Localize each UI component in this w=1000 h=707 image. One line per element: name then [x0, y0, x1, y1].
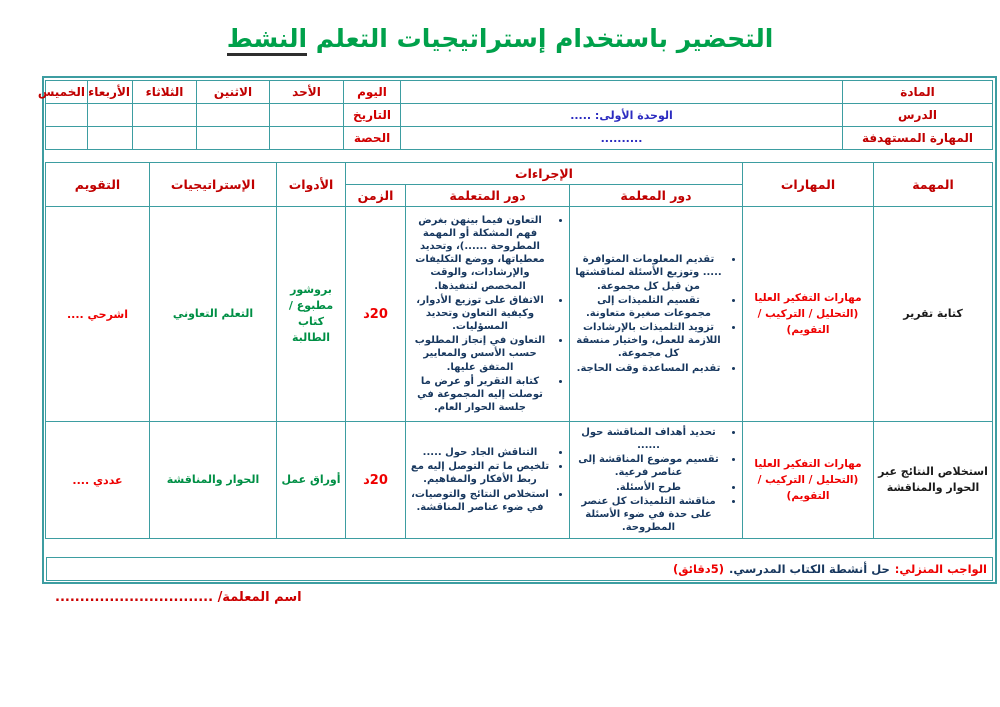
teacher-name-dots: ................................ — [55, 590, 214, 605]
day-thursday-cell2 — [46, 127, 88, 150]
col-header-skills: المهارات — [743, 163, 874, 207]
main-header-row — [46, 163, 993, 185]
lesson-value: الوحدة الأولى: ..... — [401, 104, 843, 127]
learner-role-list — [408, 211, 567, 418]
bullet-item: • الاتفاق على توزيع الأدوار، وكيفية التعاون وتحديد المسؤليات. — [410, 294, 550, 334]
bullet-item: • تقسيم التلميذات إلى مجموعات صغيرة متعاونة. — [574, 294, 723, 320]
col-header-strategies: الإستراتيجيات — [150, 163, 277, 207]
day-monday-cell — [197, 104, 270, 127]
day-wednesday-cell2 — [88, 127, 133, 150]
day-thursday-cell — [46, 104, 88, 127]
teacher-name-label: اسم المعلمة/ — [217, 590, 302, 605]
target-skill-label: المهارة المستهدفة — [843, 127, 993, 150]
day-tuesday-cell — [133, 104, 197, 127]
homework-row — [46, 557, 993, 581]
table-row-report-writing — [46, 207, 993, 422]
teacher-role-list — [572, 250, 740, 378]
subject-label: المادة — [843, 81, 993, 104]
page-title — [0, 24, 1000, 53]
page-title-underlined: النشط — [227, 24, 307, 56]
day-sunday-cell — [270, 104, 344, 127]
teacher-role-list — [572, 423, 740, 538]
bullet-item: • تقديم المعلومات المتوافرة ..... وتوزيع الأسئلة لمناقشتها من قبل كل مجموعة. — [574, 253, 723, 293]
day-thursday: الخميس — [46, 81, 88, 104]
bullet-item: • التعاون فيما بينهن بغرض فهم المشكلة أو المهمة المطروحة ......)، وتحديد معطياتها، ووضع التكليفات والإرشادات، والوقت المخصص لتنفيذها. — [410, 214, 550, 293]
bullet-item: • كتابة التقرير أو عرض ما توصلت إليه المجموعة في جلسة الحوار العام. — [410, 375, 550, 415]
teacher-name-line — [55, 590, 302, 605]
day-wednesday-cell — [88, 104, 133, 127]
strategy-cell: التعلم التعاوني — [150, 207, 277, 422]
lesson-plan-table — [45, 162, 993, 539]
learner-role-cell — [406, 422, 570, 539]
subject-value — [401, 81, 843, 104]
homework-label: الواجب المنزلي: — [894, 562, 987, 576]
task-cell: كتابة تقرير — [874, 207, 993, 422]
col-header-teacher-role: دور المعلمة — [570, 185, 743, 207]
day-sunday-cell2 — [270, 127, 344, 150]
skills-cell: مهارات التفكير العليا (التحليل / التركيب / التقويم) — [743, 422, 874, 539]
homework-duration: (5دقائق) — [673, 562, 724, 576]
skills-cell: مهارات التفكير العليا (التحليل / التركيب / التقويم) — [743, 207, 874, 422]
info-table — [37, 80, 993, 150]
col-header-evaluation: التقويم — [46, 163, 150, 207]
bullet-item: • مناقشة التلميذات كل عنصر على حدة في ضوء الأسئلة المطروحة. — [574, 495, 723, 535]
day-tuesday: الثلاثاء — [133, 81, 197, 104]
bullet-item: • تقديم المساعدة وقت الحاجة. — [574, 362, 723, 375]
col-header-task: المهمة — [874, 163, 993, 207]
target-skill-value: .......... — [401, 127, 843, 150]
teacher-role-cell — [570, 422, 743, 539]
time-cell: 20د — [346, 422, 406, 539]
bullet-item: • التعاون في إنجاز المطلوب حسب الأسس والمعايير المتفق عليها. — [410, 334, 550, 374]
info-row-2 — [46, 104, 993, 127]
learner-role-list — [408, 443, 567, 517]
bullet-item: • التناقش الجاد حول ..... — [410, 446, 550, 459]
col-header-procedures: الإجراءات — [346, 163, 743, 185]
day-label: اليوم — [344, 81, 401, 104]
evaluation-cell: اشرحي .... — [46, 207, 150, 422]
teacher-role-cell — [570, 207, 743, 422]
info-row-3 — [46, 127, 993, 150]
col-header-learner-role: دور المتعلمة — [406, 185, 570, 207]
day-tuesday-cell2 — [133, 127, 197, 150]
day-monday-cell2 — [197, 127, 270, 150]
day-monday: الاثنين — [197, 81, 270, 104]
document-frame — [37, 76, 997, 584]
day-wednesday: الأربعاء — [88, 81, 133, 104]
spacer — [46, 150, 993, 162]
bullet-item: • استخلاص النتائج والتوصيات، في ضوء عناصر المناقشة. — [410, 488, 550, 514]
strategy-cell: الحوار والمناقشة — [150, 422, 277, 539]
bullet-item: • طرح الأسئلة. — [574, 481, 723, 494]
homework-text: حل أنشطة الكتاب المدرسي. — [728, 562, 890, 576]
learner-role-cell — [406, 207, 570, 422]
tools-cell: أوراق عمل — [277, 422, 346, 539]
evaluation-cell: عددي .... — [46, 422, 150, 539]
bullet-item: • تزويد التلميذات بالإرشادات اللازمة للعمل، واختيار منسقة كل مجموعة. — [574, 321, 723, 361]
lesson-label: الدرس — [843, 104, 993, 127]
day-sunday: الأحد — [270, 81, 344, 104]
col-header-tools: الأدوات — [277, 163, 346, 207]
page-title-main: التحضير باستخدام إستراتيجيات التعلم — [315, 24, 774, 53]
time-cell: 20د — [346, 207, 406, 422]
col-header-time: الزمن — [346, 185, 406, 207]
task-cell: استخلاص النتائج عبر الحوار والمناقشة — [874, 422, 993, 539]
bullet-item: • تحديد أهداف المناقشة حول ...... — [574, 426, 723, 452]
bullet-item: • تلخيص ما تم التوصل إليه مع ربط الأفكار والمفاهيم. — [410, 460, 550, 486]
date-label: التاريخ — [344, 104, 401, 127]
info-row-1 — [46, 81, 993, 104]
period-label: الحصة — [344, 127, 401, 150]
bullet-item: • تقسيم موضوع المناقشة إلى عناصر فرعية. — [574, 453, 723, 479]
table-row-discussion — [46, 422, 993, 539]
tools-cell: بروشور مطبوع / كتاب الطالبة — [277, 207, 346, 422]
